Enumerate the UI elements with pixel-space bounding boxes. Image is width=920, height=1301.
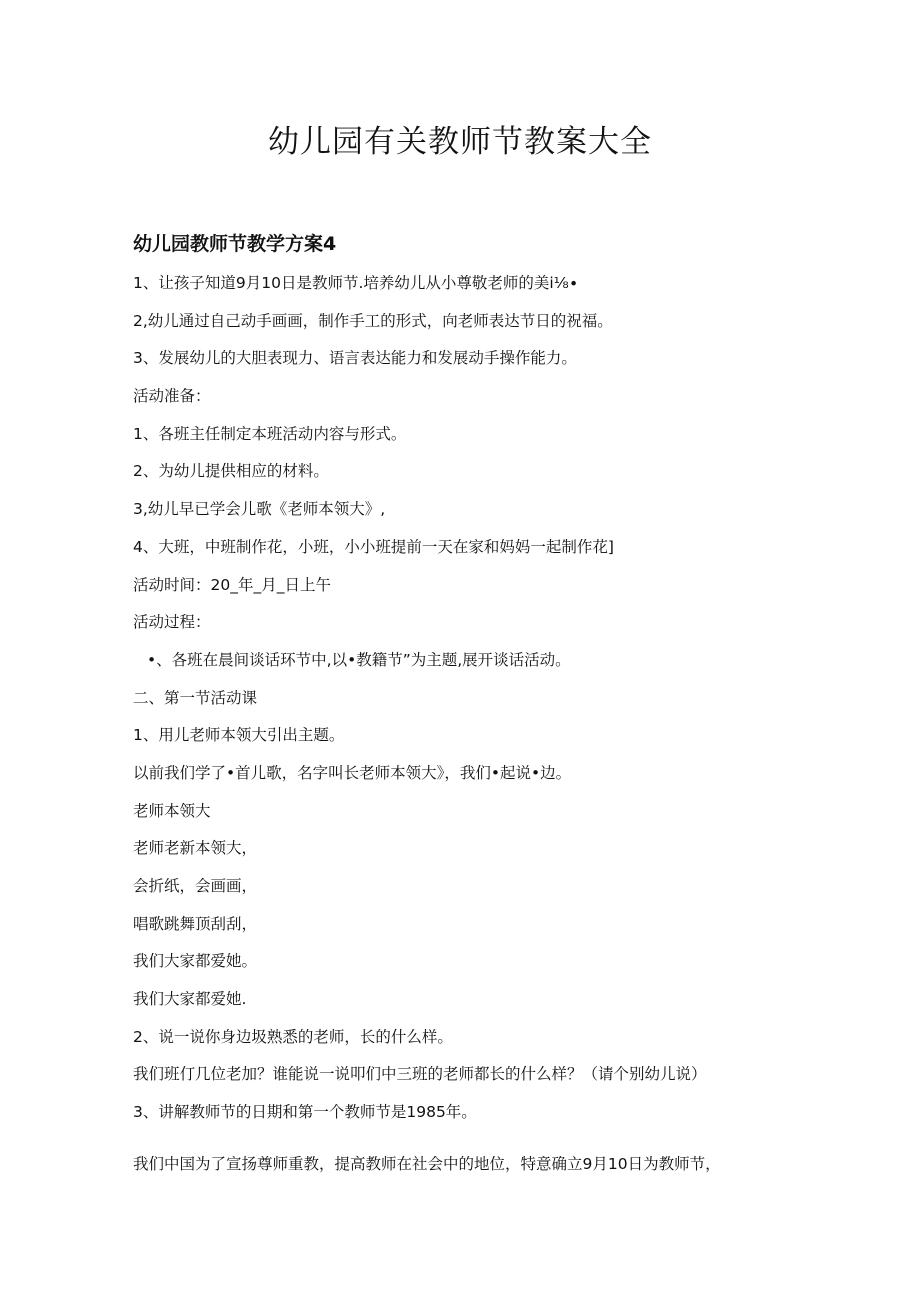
body-line: 活动准备：	[133, 387, 211, 406]
poem-line: 我们大家都爱她.	[133, 990, 247, 1009]
poem-line: 会折纸，会画画，	[133, 877, 258, 895]
document-title: 幼儿园有关教师节教案大全	[268, 124, 652, 160]
body-line: 3、发展幼儿的大胆表现力、语言表达能力和发展动手操作能力。	[133, 349, 577, 368]
poem-line: 唱歌跳舞顶刮刮，	[133, 914, 258, 933]
body-line: 活动时间：20_年_月_日上午	[133, 575, 331, 594]
body-line: 我们班仃几位老加？谁能说一说叩们中三班的老师都长的什么样？（请个别幼儿说）	[133, 1065, 707, 1084]
poem-title: 老师本领大	[133, 801, 211, 820]
body-line: 2、为幼儿提供相应的材料。	[133, 462, 329, 481]
body-line: 以前我们学了•首儿歌，名字叫长老师本领大》，我们•起说•边。	[133, 763, 572, 782]
body-line: 活动过程：	[133, 613, 211, 632]
body-line: 1、各班主任制定本班活动内容与形式。	[133, 424, 407, 443]
body-line: 2,幼儿通过自己动手画画，制作手工的形式，向老师表达节日的祝福。	[133, 311, 613, 330]
body-line: 二、第一节活动课	[133, 688, 258, 707]
body-line: 4、大班，中班制作花，小班，小小班提前一天在家和妈妈一起制作花]	[133, 537, 614, 556]
body-line: 3、讲解教师节的日期和第一个教师节是1985年。	[133, 1103, 477, 1122]
body-lines	[133, 271, 793, 1190]
body-line: 3,幼儿早已学会儿歌《老师本领大》,	[133, 500, 386, 519]
body-line: 1、让孩子知道9月10日是教师节.培养幼儿从小尊敬老师的美i⅛∙	[133, 274, 579, 292]
body-line: 1、用儿老师本领大引出主题。	[133, 726, 345, 745]
body-line: •、各班在晨间谈话环节中,以•教籍节”为主题,展开谈话活动。	[147, 650, 571, 669]
section-heading: 幼儿园教师节教学方案4	[133, 233, 337, 255]
poem-line: 我们大家都爱她。	[133, 952, 258, 971]
poem-line: 老师老新本领大，	[133, 839, 258, 858]
body-line: 我们中国为了宣扬尊师重教，提高教师在社会中的地位，特意确立9月10日为教师节，	[133, 1154, 721, 1173]
body-line: 2、说一说你身边圾熟悉的老师，长的什么样。	[133, 1027, 453, 1046]
